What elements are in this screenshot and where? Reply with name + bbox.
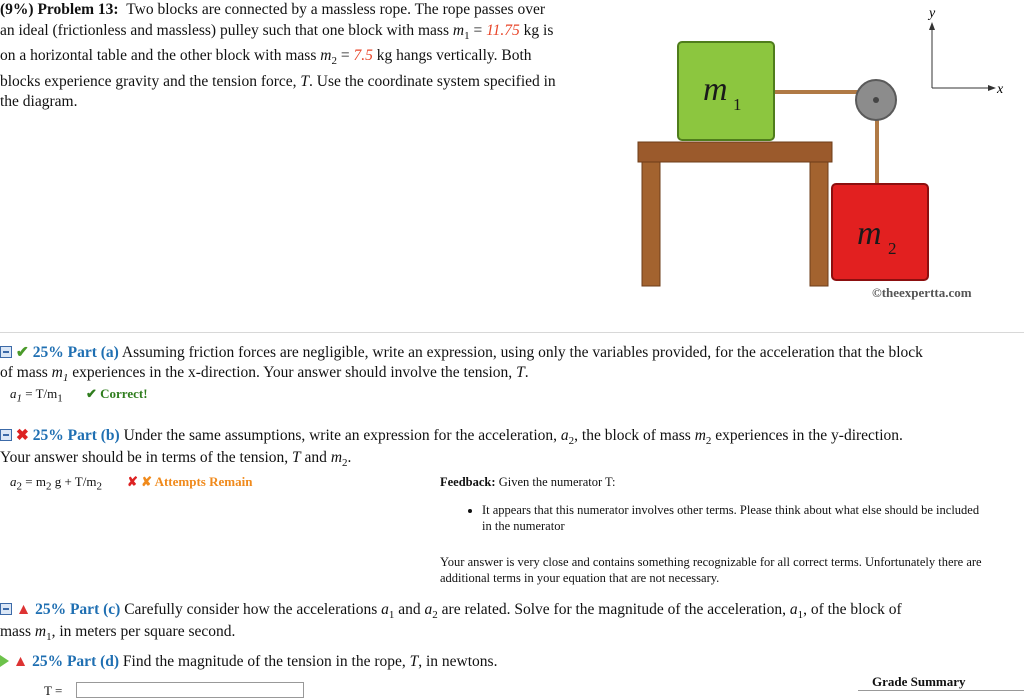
unit-1: kg is — [523, 21, 554, 39]
checkmark-icon: ✔ — [15, 344, 29, 361]
part-b-text-2: Your answer should be in terms of the tension, — [0, 449, 289, 466]
block-m1-label: m — [703, 71, 728, 108]
part-b-question: ✖ 25% Part (b) Under the same assumptions, write an expression for the acceleration, $a_2$, the block of mass $m_2$ experiences in the y-direction. — [0, 426, 1024, 452]
problem-text-4b: . Use the coordinate system specified in — [309, 72, 556, 90]
feedback-bullet: • It appears that this numerator involves other terms. Please think about what else should be included in the numerator — [482, 502, 1000, 534]
m1-symbol: m — [452, 21, 465, 39]
part-a-text-1: Assuming friction forces are negligible, write an expression, using only the variables provided, for the acceleration that the block — [121, 344, 923, 361]
part-b-answer-rhs: = m — [25, 474, 46, 489]
y-axis-label: y — [929, 6, 936, 21]
m2-value: 7.5 — [353, 47, 373, 65]
unit-2: kg hangs vertically. Both — [376, 47, 532, 65]
watermark: ©theexpertta.com — [872, 285, 972, 300]
block-m1-sub: 1 — [733, 95, 742, 114]
pulley — [856, 80, 896, 120]
problem-text-2: an ideal (frictionless and massless) pulley such that one block with mass — [0, 21, 449, 39]
part-a-answer-sub: 1 — [16, 392, 22, 405]
problem-text-3: on a horizontal table and the other block with mass — [0, 47, 317, 65]
part-b-text-1b: , the block of mass — [574, 427, 691, 444]
part-b-answer-rhs2: g + T/m — [54, 474, 97, 489]
part-b-question-2: Your answer should be in terms of the tension, T and $m_2$. — [0, 449, 352, 470]
part-c-text-1c: are related. Solve for the magnitude of the acceleration, — [441, 601, 786, 618]
warning-icon: ▲ — [12, 653, 29, 670]
m1-value: 11.75 — [486, 21, 520, 39]
part-d-text-1b: , in newtons. — [418, 653, 498, 670]
part-b-text-2b: and — [304, 449, 327, 466]
part-c-title[interactable]: 25% Part (c) — [35, 601, 121, 618]
problem-statement: (9%) Problem 13: Two blocks are connected by a massless rope. The rope passes over an ideal (frictionless and massless) pulley such that one block with mass $m_1 = 11.75$ kg is on a horizontal table and the other block with mass $m_2 = 7.5$ kg hangs vertically. Both blocks experience gravity and the tension force, T. Use the coordinate system specified in the diagram. — [0, 0, 610, 113]
part-b-text-1: Under the same assumptions, write an expression for the acceleration, — [123, 427, 558, 444]
part-c-text-2: mass — [0, 623, 31, 640]
feedback-label: Feedback: — [440, 475, 496, 489]
part-c-question-2: mass $m_1$, in meters per square second. — [0, 623, 236, 644]
part-c-text-1d: , of the block of — [803, 601, 902, 618]
part-b-title[interactable]: 25% Part (b) — [32, 427, 120, 444]
part-b-answer: $a_2 = m_2$ $g + T/m_2$ — [10, 474, 102, 493]
part-d-text-1: Find the magnitude of the tension in the rope, — [122, 653, 406, 670]
part-a-text-2b: experiences in the x-direction. Your answer should involve the tension, — [72, 364, 513, 381]
part-a-question-2: of mass $m_1$ experiences in the x-direction. Your answer should involve the tension, T. — [0, 364, 529, 385]
part-a-answer-lhs: a — [10, 386, 17, 401]
part-a-question — [0, 343, 1024, 364]
part-c-text-1b: and — [398, 601, 421, 618]
part-d-question: ▲ 25% Part (d) Find the magnitude of the tension in the rope, T, in newtons. — [0, 652, 1024, 673]
expand-arrow-icon[interactable] — [0, 655, 9, 667]
cross-icon: ✖ — [15, 427, 29, 444]
table — [638, 142, 832, 286]
coordinate-axes — [927, 6, 1004, 97]
m1-sub: 1 — [464, 29, 470, 42]
part-a-answer-rhs-sub: 1 — [57, 392, 63, 405]
part-d-title[interactable]: 25% Part (d) — [32, 653, 120, 670]
part-c-text-2b: , in meters per square second. — [51, 623, 236, 640]
x-axis-label: x — [997, 82, 1004, 97]
tension-symbol: T — [300, 72, 310, 90]
part-a-answer-rhs: = T/m — [25, 386, 58, 401]
warning-icon: ▲ — [15, 601, 32, 618]
block-m2-label: m — [857, 215, 882, 252]
part-c-text-1: Carefully consider how the accelerations — [124, 601, 378, 618]
block-m2-sub: 2 — [888, 239, 897, 258]
feedback-block — [440, 474, 1000, 586]
part-b-status: ✘ ✘ Attempts Remain — [127, 474, 253, 489]
grade-summary-title: Grade Summary — [872, 674, 966, 689]
collapse-icon[interactable] — [0, 346, 12, 358]
problem-text-4: blocks experience gravity and the tension force, — [0, 72, 297, 90]
problem-text-1: Two blocks are connected by a massless rope. The rope passes over — [126, 1, 546, 18]
equals: = — [473, 21, 483, 39]
part-a-title[interactable]: 25% Part (a) — [32, 344, 119, 361]
feedback-head: Given the numerator T: — [498, 475, 616, 489]
problem-label: (9%) Problem 13: — [0, 1, 119, 18]
part-d-answer-label: T = — [44, 683, 63, 698]
part-b-text-1c: experiences in the y-direction. — [715, 427, 903, 444]
collapse-icon[interactable] — [0, 429, 12, 441]
physics-diagram — [620, 0, 1024, 310]
feedback-note: Your answer is very close and contains something recognizable for all correct terms. Unfortunately there are additional terms in your equation that are not necessary. — [440, 555, 982, 585]
part-a-answer — [10, 386, 63, 405]
collapse-icon[interactable] — [0, 603, 12, 615]
part-a-status: ✔ Correct! — [86, 386, 148, 401]
part-c-question: ▲ 25% Part (c) Carefully consider how the accelerations $a_1$ and $a_2$ are related. Solve for the magnitude of the acceleration, $a_1$, of the block of — [0, 600, 1024, 626]
part-a-text-2: of mass — [0, 364, 48, 381]
part-b-status-text: ✘ Attempts Remain — [141, 474, 253, 489]
divider — [0, 332, 1024, 333]
tension-answer-input[interactable] — [76, 682, 304, 698]
part-b-answer-lhs: a — [10, 474, 17, 489]
problem-text-5: the diagram. — [0, 93, 78, 111]
part-b-answer-sub: 2 — [16, 480, 22, 493]
